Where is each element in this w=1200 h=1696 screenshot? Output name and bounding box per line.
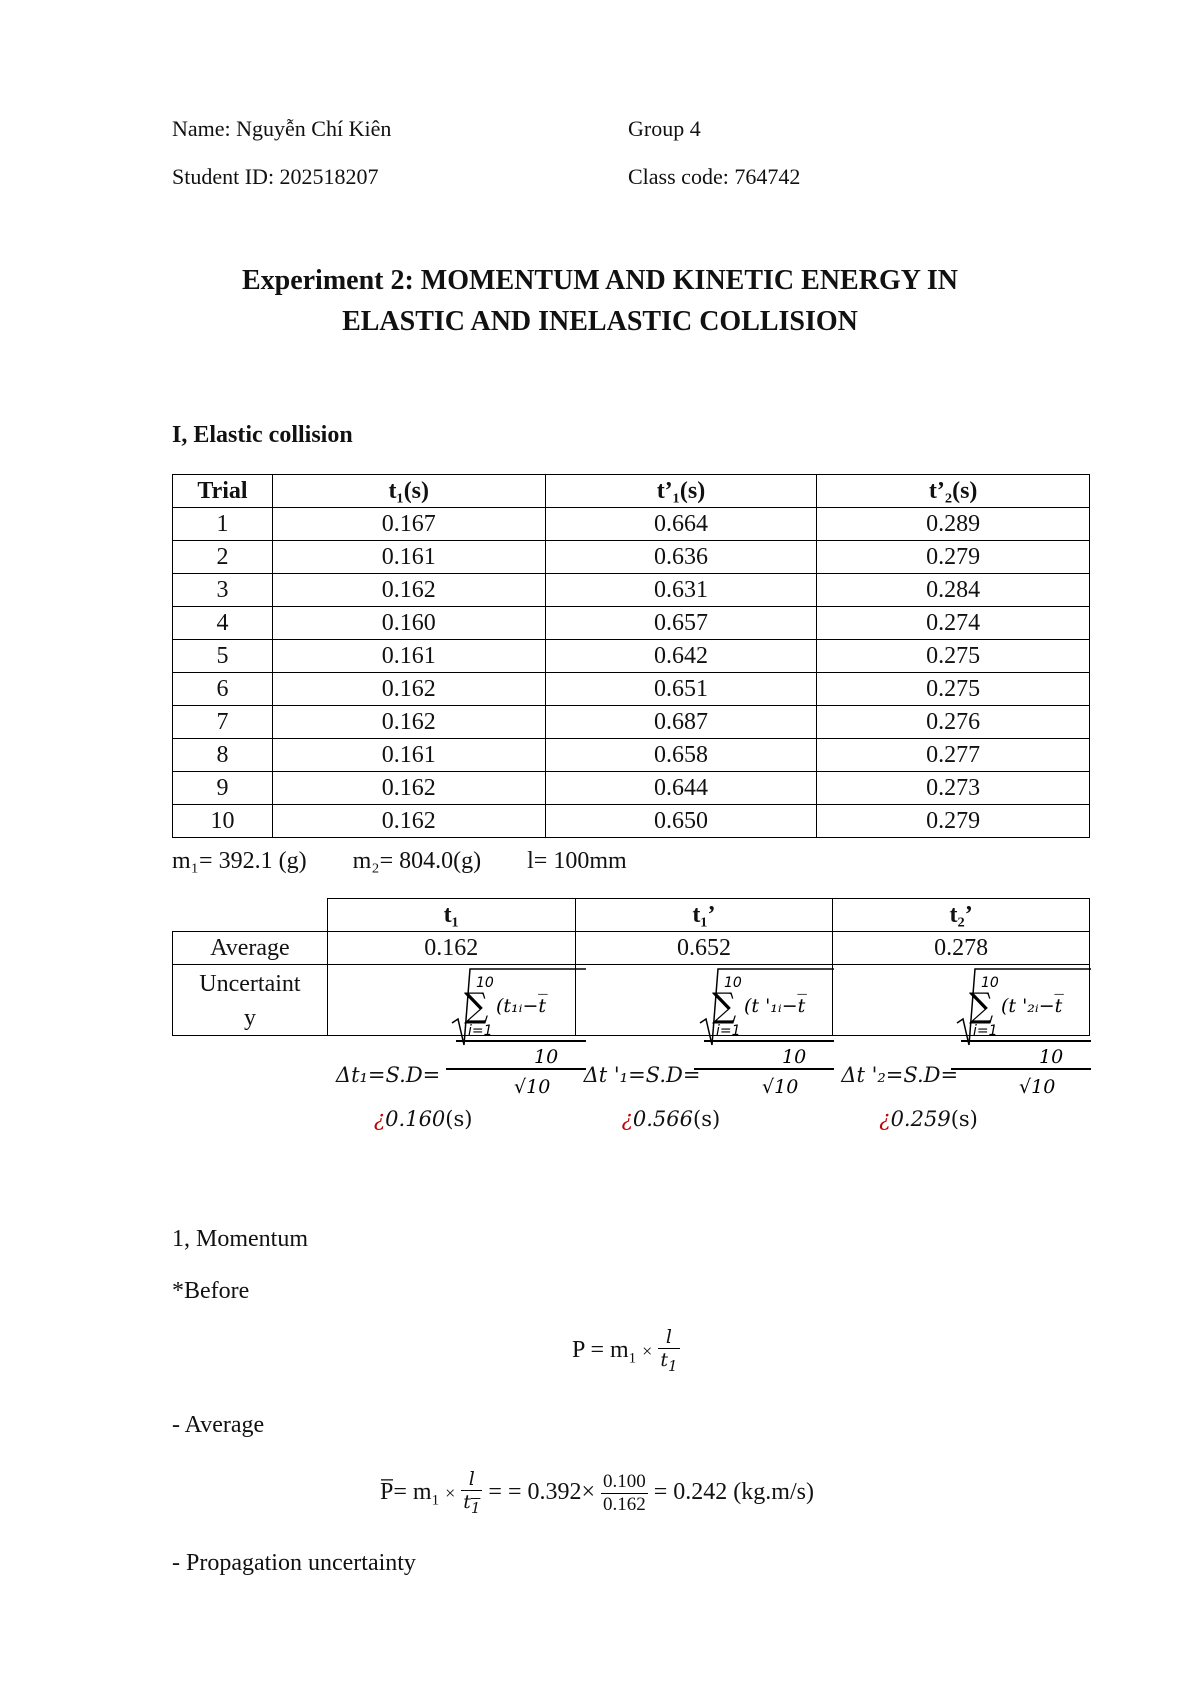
- table-cell: 0.160: [272, 607, 545, 640]
- summary-header-row: [173, 899, 1090, 932]
- result-unit: (s): [950, 1107, 978, 1131]
- result-unit: (s): [445, 1107, 473, 1131]
- result-value: 0.259: [890, 1107, 951, 1131]
- table-cell: 0.162: [272, 706, 545, 739]
- uncertainty-formula: [841, 967, 1091, 1157]
- header-t2-prime: t’₂(s): [817, 475, 1090, 508]
- group-number: Group 4: [628, 116, 701, 141]
- trial-table: [172, 474, 1090, 838]
- table-row: [173, 574, 1090, 607]
- header-trial: Trial: [173, 475, 273, 508]
- fraction-denominator-var: t: [660, 1349, 668, 1371]
- table-cell: 4: [173, 607, 273, 640]
- fraction-denominator: [658, 1349, 679, 1377]
- uncertainty-lhs: Δt '₂=S.D=: [841, 1063, 959, 1087]
- uncertainty-result: [879, 1107, 978, 1131]
- table-cell: 0.279: [817, 805, 1090, 838]
- table-cell: 2: [173, 541, 273, 574]
- class-code: Class code: 764742: [628, 164, 801, 189]
- sum-term: (t₁ᵢ−t̅: [495, 995, 546, 1017]
- outer-denominator: √10: [513, 1076, 551, 1098]
- table-cell: 0.273: [817, 772, 1090, 805]
- table-cell: 8: [173, 739, 273, 772]
- trial-table-header: [173, 475, 1090, 508]
- summary-header-t2-prime: t₂’: [833, 899, 1090, 932]
- table-cell: 7: [173, 706, 273, 739]
- average-result: = 0.242 (kg.m/s): [653, 1478, 814, 1505]
- table-row: [173, 739, 1090, 772]
- table-cell: 0.276: [817, 706, 1090, 739]
- uncertainty-t1: [327, 965, 575, 1131]
- table-cell: 0.274: [817, 607, 1090, 640]
- average-t1-prime: 0.652: [575, 932, 833, 965]
- sigma-symbol: ∑: [711, 986, 736, 1026]
- table-cell: 0.657: [545, 607, 817, 640]
- uncertainty-label-line-2: y: [243, 1005, 256, 1031]
- uncertainty-formula: [336, 967, 586, 1157]
- table-cell: 6: [173, 673, 273, 706]
- sum-term: (t '₁ᵢ−t̅: [743, 995, 805, 1017]
- average-times-symbol: ×: [445, 1482, 456, 1503]
- header-t1: t₁(s): [272, 475, 545, 508]
- summary-header-t1: t₁: [327, 899, 575, 932]
- table-cell: 0.642: [545, 640, 817, 673]
- uncertainty-lhs: Δt '₁=S.D=: [583, 1063, 701, 1087]
- table-cell: 0.284: [817, 574, 1090, 607]
- numeric-numerator: 0.100: [603, 1470, 646, 1492]
- table-cell: 0.275: [817, 640, 1090, 673]
- table-cell: 0.167: [272, 508, 545, 541]
- sum-upper-limit: 10: [981, 975, 1000, 991]
- section-heading-elastic: I, Elastic collision: [172, 422, 353, 448]
- uncertainty-label: [173, 965, 328, 1036]
- uncertainty-formula: [584, 967, 834, 1157]
- average-label: Average: [173, 932, 328, 965]
- summary-header-empty: [173, 899, 328, 932]
- sum-upper-limit: 10: [475, 975, 494, 991]
- table-cell: 0.161: [272, 640, 545, 673]
- average-formula-m-sub: 1: [431, 1492, 440, 1509]
- before-label: *Before: [172, 1278, 250, 1304]
- table-cell: 0.650: [545, 805, 817, 838]
- inner-denominator: 10: [533, 1046, 559, 1068]
- table-cell: 0.644: [545, 772, 817, 805]
- table-cell: 0.162: [272, 772, 545, 805]
- document-title: [0, 260, 1200, 342]
- table-row: [173, 673, 1090, 706]
- average-fraction-denominator-sub: 1: [470, 1498, 481, 1517]
- header-t1-prime: t’₁(s): [545, 475, 817, 508]
- inner-denominator: 10: [781, 1046, 806, 1068]
- numeric-denominator: 0.162: [603, 1493, 646, 1515]
- student-id: Student ID: 202518207: [172, 164, 379, 189]
- outer-denominator: √10: [761, 1076, 798, 1098]
- masses-line: [172, 848, 627, 875]
- table-cell: 0.651: [545, 673, 817, 706]
- average-fraction-denominator-var: t: [463, 1491, 471, 1513]
- average-l-over-t1-fraction: [461, 1468, 482, 1519]
- sigma-symbol: ∑: [969, 986, 994, 1026]
- table-cell: 0.162: [272, 673, 545, 706]
- uncertainty-lhs: Δt₁=S.D=: [335, 1063, 441, 1087]
- title-line-1: Experiment 2: MOMENTUM AND KINETIC ENERGY IN: [241, 265, 959, 296]
- table-cell: 0.279: [817, 541, 1090, 574]
- result-prefix: ¿: [373, 1107, 386, 1131]
- sum-lower-limit: i=1: [715, 1023, 741, 1039]
- outer-denominator: √10: [1019, 1076, 1056, 1098]
- table-cell: 5: [173, 640, 273, 673]
- result-value: 0.566: [632, 1107, 693, 1131]
- average-t1: 0.162: [327, 932, 575, 965]
- table-cell: 0.162: [272, 574, 545, 607]
- result-prefix: ¿: [621, 1107, 633, 1131]
- sum-upper-limit: 10: [723, 975, 742, 991]
- sum-lower-limit: i=1: [973, 1023, 998, 1039]
- result-unit: (s): [693, 1107, 721, 1131]
- mass-m1: m₁= 392.1 (g): [172, 848, 307, 874]
- uncertainty-row: [173, 965, 1090, 1036]
- uncertainty-result: [622, 1107, 721, 1131]
- average-momentum-formula: [380, 1468, 814, 1519]
- table-cell: 0.664: [545, 508, 817, 541]
- average-fraction-denominator: [461, 1491, 482, 1519]
- table-row: [173, 508, 1090, 541]
- sum-lower-limit: i=1: [467, 1023, 493, 1039]
- l-over-t1-fraction: [658, 1326, 679, 1377]
- table-cell: 0.658: [545, 739, 817, 772]
- student-name: Name: Nguyễn Chí Kiên: [172, 116, 392, 141]
- mass-m2: m₂= 804.0(g): [352, 848, 482, 874]
- average-formula-lhs: P̅= m: [380, 1478, 432, 1505]
- propagation-heading: - Propagation uncertainty: [172, 1550, 416, 1576]
- average-t2-prime: 0.278: [833, 932, 1090, 965]
- summary-table: [172, 898, 1090, 1131]
- uncertainty-label-line-1: Uncertaint: [199, 971, 301, 997]
- title-line-2: ELASTIC AND INELASTIC COLLISION: [342, 306, 858, 337]
- table-cell: 10: [173, 805, 273, 838]
- result-prefix: ¿: [879, 1107, 891, 1131]
- table-row: [173, 640, 1090, 673]
- average-heading: - Average: [172, 1412, 265, 1438]
- table-row: [173, 541, 1090, 574]
- summary-header-t1-prime: t₁’: [575, 899, 833, 932]
- result-value: 0.160: [385, 1107, 446, 1131]
- table-cell: 0.687: [545, 706, 817, 739]
- average-row: [173, 932, 1090, 965]
- fraction-numerator: l: [658, 1326, 679, 1349]
- table-row: [173, 805, 1090, 838]
- table-cell: 1: [173, 508, 273, 541]
- numeric-fraction: [601, 1471, 648, 1516]
- table-cell: 0.636: [545, 541, 817, 574]
- uncertainty-t2-prime: [833, 965, 1090, 1131]
- uncertainty-t1-prime: [575, 965, 833, 1131]
- fraction-denominator-sub: 1: [667, 1356, 678, 1375]
- momentum-formula: [572, 1326, 680, 1377]
- table-row: [173, 706, 1090, 739]
- table-cell: 3: [173, 574, 273, 607]
- table-cell: 0.275: [817, 673, 1090, 706]
- average-formula-mid: = = 0.392×: [488, 1478, 596, 1505]
- table-cell: 9: [173, 772, 273, 805]
- table-cell: 0.161: [272, 739, 545, 772]
- momentum-heading: 1, Momentum: [172, 1226, 308, 1252]
- inner-denominator: 10: [1039, 1046, 1064, 1068]
- table-cell: 0.161: [272, 541, 545, 574]
- times-symbol: ×: [642, 1340, 653, 1361]
- table-cell: 0.289: [817, 508, 1090, 541]
- table-cell: 0.277: [817, 739, 1090, 772]
- sum-term: (t '₂ᵢ−t̅: [1001, 995, 1063, 1017]
- sigma-symbol: ∑: [463, 986, 489, 1026]
- length-l: l= 100mm: [527, 848, 627, 874]
- momentum-formula-lhs: P = m: [572, 1336, 629, 1363]
- table-cell: 0.631: [545, 574, 817, 607]
- table-row: [173, 772, 1090, 805]
- table-row: [173, 607, 1090, 640]
- uncertainty-result: [374, 1107, 473, 1131]
- average-fraction-numerator: l: [461, 1468, 482, 1491]
- momentum-formula-m-sub: 1: [628, 1350, 637, 1367]
- table-cell: 0.162: [272, 805, 545, 838]
